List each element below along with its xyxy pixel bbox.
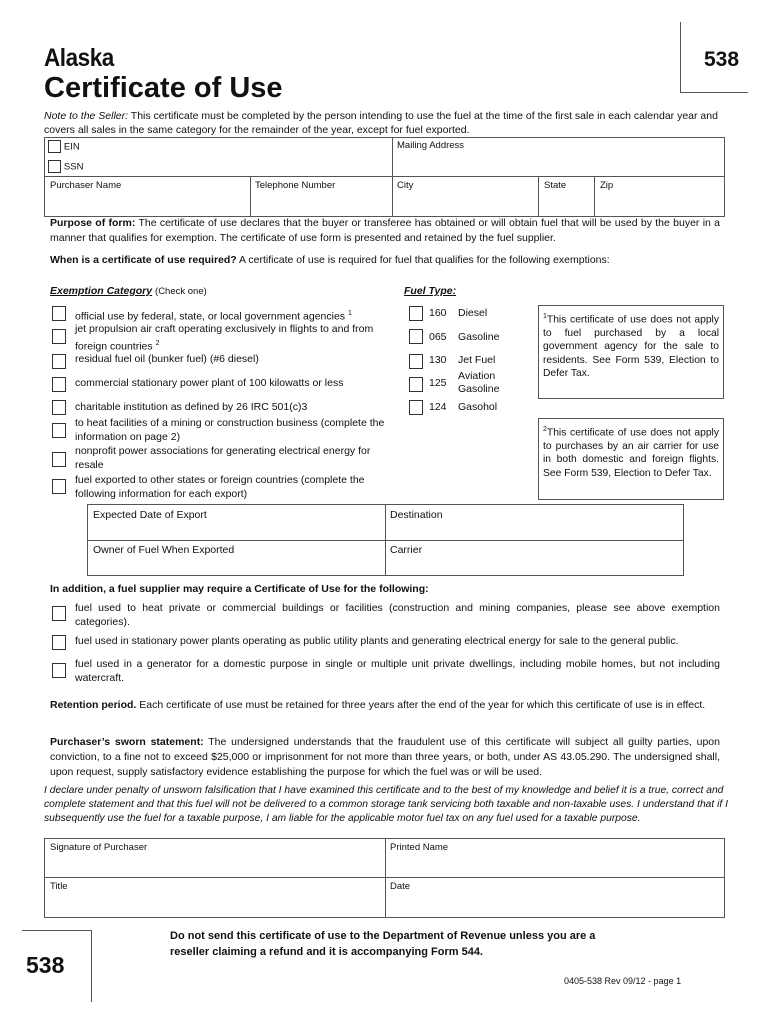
exemption-heading-row [50,285,207,297]
fuel-checkbox-125[interactable] [409,377,423,392]
fuel-checkbox-130[interactable] [409,354,423,369]
header-divider-horizontal [680,92,748,93]
exemption-item-2 [75,323,400,354]
fuel-code-3: 130 [429,354,447,366]
exemption-item-4: commercial stationary power plant of 100 kilowatts or less [75,377,344,389]
exemption-item-2-text: jet propulsion air craft operating exclusively in flights to and from foreign countries [75,323,374,352]
fuel-checkbox-160[interactable] [409,306,423,321]
date-field[interactable]: Date [390,881,411,892]
retention-lead: Retention period. [50,699,137,711]
id-box-col-divider-2 [250,176,251,216]
signature-box-divider [44,877,724,878]
export-box-col-divider [385,504,386,575]
exemption-item-5: charitable institution as defined by 26 IRC 501(c)3 [75,401,308,413]
ssn-option [48,160,83,173]
destination-field[interactable]: Destination [390,509,443,521]
sworn-text: The undersigned understands that the fraudulent use of this certificate will subject all guilty parties, upon conviction, to a fine not to exceed $25,000 or imprisonment for not more than three years, or both, under AS 43.05.290. The undersigned shall, upon request, supply satisfactory evidence establishing the purpose for which the fuel was or will be used. [50,736,720,778]
page-title: Certificate of Use [44,72,283,104]
exemption-checkbox-5[interactable] [52,400,66,415]
footnote-2-text: This certificate of use does not apply to purchases by an air carrier for use in both domestic and foreign flights. See Form 539, Election to Defer Tax. [543,427,719,479]
revision-label: 0405-538 Rev 09/12 - page 1 [564,976,682,986]
id-box-divider [44,176,724,177]
addition-heading: In addition, a fuel supplier may require a Certificate of Use for the following: [50,583,429,595]
carrier-field[interactable]: Carrier [390,544,423,556]
header-divider-vertical [680,22,681,92]
exemption-checkbox-8[interactable] [52,479,66,494]
fuel-owner-field[interactable]: Owner of Fuel When Exported [93,544,235,556]
addition-item-3: fuel used in a generator for a domestic purpose in single or multiple unit private dwellings, including mobile homes, but not including watercraft. [75,658,720,684]
exemption-check-note: (Check one) [155,286,207,297]
fuel-name-5: Gasohol [458,401,498,413]
form-number: 538 [704,48,740,71]
exemption-checkbox-7[interactable] [52,452,66,467]
exemption-item-1 [75,307,400,324]
fuel-code-5: 124 [429,401,447,413]
exemption-checkbox-4[interactable] [52,377,66,392]
sworn-statement-paragraph [50,735,720,780]
exemption-item-1-text: official use by federal, state, or local government agencies [75,310,346,323]
id-fields-box [44,137,725,217]
addition-checkbox-2[interactable] [52,635,66,650]
footnote-1-marker: 1 [543,313,547,320]
ein-checkbox[interactable] [48,140,61,153]
exemption-item-8: fuel exported to other states or foreign countries (complete the following information for each export) [75,474,365,500]
id-box-col-divider-4 [594,176,595,216]
ssn-checkbox[interactable] [48,160,61,173]
addition-item-1: fuel used to heat private or commercial buildings or facilities (construction and mining companies, please see above exemption categories). [75,602,720,628]
fuel-name-4: Aviation Gasoline [458,370,500,395]
purpose-lead: Purpose of form: [50,217,136,229]
id-box-col-divider-1 [392,137,393,216]
state-field[interactable]: State [544,180,567,191]
ein-label: EIN [63,141,80,153]
purpose-paragraph [50,216,720,246]
printed-name-field[interactable]: Printed Name [390,842,449,853]
footer-divider-horizontal [22,930,92,931]
footer-warning: Do not send this certificate of use to the Department of Revenue unless you are a reseller claiming a refund and it is accompanying Form 544. [170,930,596,958]
fuel-code-2: 065 [429,331,447,343]
exemption-item-1-footnote: 1 [347,310,352,317]
id-box-col-divider-3 [538,176,539,216]
exemption-heading: Exemption Category [50,285,153,297]
footnote-1-box [538,305,724,399]
fuel-code-1: 160 [429,307,447,319]
fuel-name-2: Gasoline [458,331,500,343]
exemption-checkbox-6[interactable] [52,423,66,438]
fuel-name-3: Jet Fuel [458,354,496,366]
telephone-field[interactable]: Telephone Number [255,180,336,191]
declaration-text: I declare under penalty of unsworn falsification that I have examined this certificate and to the best of my knowledge and belief it is a true, correct and complete statement and that this fuel will not be delivered to a common storage tank servicing both taxable and non-taxable uses. I understand that if I subsequently use the fuel for a taxable purpose, I am liable for the applicable motor fuel tax on any fuel used for a taxable purpose. [44,785,728,824]
note-text: This certificate must be completed by the person intending to use the fuel at the time of the first sale in each calendar year and covers all sales in the same category for the remainder of the year, except for fuel exported. [44,110,718,136]
signature-box-col-divider [385,838,386,917]
ein-option [48,140,80,153]
exemption-item-6: to heat facilities of a mining or construction business (complete the information on page 2) [75,417,385,443]
purchaser-name-field[interactable]: Purchaser Name [50,180,122,191]
ssn-label: SSN [63,161,84,173]
when-text: A certificate of use is required for fuel that qualifies for the following exemptions: [236,254,610,266]
fuel-checkbox-065[interactable] [409,329,423,344]
exemption-item-2-footnote: 2 [155,339,160,347]
footer-divider-vertical [91,930,92,1002]
mailing-address-field[interactable]: Mailing Address [397,140,465,151]
fuel-name-1: Diesel [458,307,488,319]
zip-field[interactable]: Zip [600,180,614,191]
retention-text: Each certificate of use must be retained for three years after the end of the year for which this certificate of use is in effect. [136,699,706,711]
fuel-type-heading: Fuel Type: [404,285,457,297]
state-heading: Alaska [44,44,114,72]
addition-checkbox-3[interactable] [52,663,66,678]
when-lead: When is a certificate of use required? [50,254,237,266]
sworn-lead: Purchaser’s sworn statement: [50,736,204,748]
signature-field[interactable]: Signature of Purchaser [50,842,148,853]
title-field[interactable]: Title [50,881,68,892]
fuel-checkbox-124[interactable] [409,400,423,415]
retention-paragraph [50,698,720,713]
addition-item-2: fuel used in stationary power plants operating as public utility plants and generating electrical energy for sale to the general public. [75,635,679,647]
city-field[interactable]: City [397,180,414,191]
footer-form-number: 538 [26,952,65,978]
footnote-2-box [538,418,724,500]
addition-checkbox-1[interactable] [52,606,66,621]
note-lead: Note to the Seller: [44,110,129,122]
exemption-item-3: residual fuel oil (bunker fuel) (#6 diesel) [75,353,259,365]
when-paragraph [50,253,720,268]
exemption-checkbox-1[interactable] [52,306,66,321]
footnote-1-text: This certificate of use does not apply to fuel purchased by a local government agency for the sale to residents. See Form 539, Election to Defer Tax. [543,314,719,380]
fuel-code-4: 125 [429,377,447,389]
purpose-text: The certificate of use declares that the buyer or transferee has obtained or will obtain fuel that will be used by the buyer in a manner that qualifies for exemption. The certificate of use form is presented and retained by the fuel supplier. [50,217,720,244]
footnote-2-marker: 2 [543,426,547,433]
export-date-field[interactable]: Expected Date of Export [93,509,207,521]
exemption-checkbox-2[interactable] [52,329,66,344]
exemption-item-7: nonprofit power associations for generating electrical energy for resale [75,445,371,471]
exemption-checkbox-3[interactable] [52,354,66,369]
note-to-seller [44,109,734,137]
